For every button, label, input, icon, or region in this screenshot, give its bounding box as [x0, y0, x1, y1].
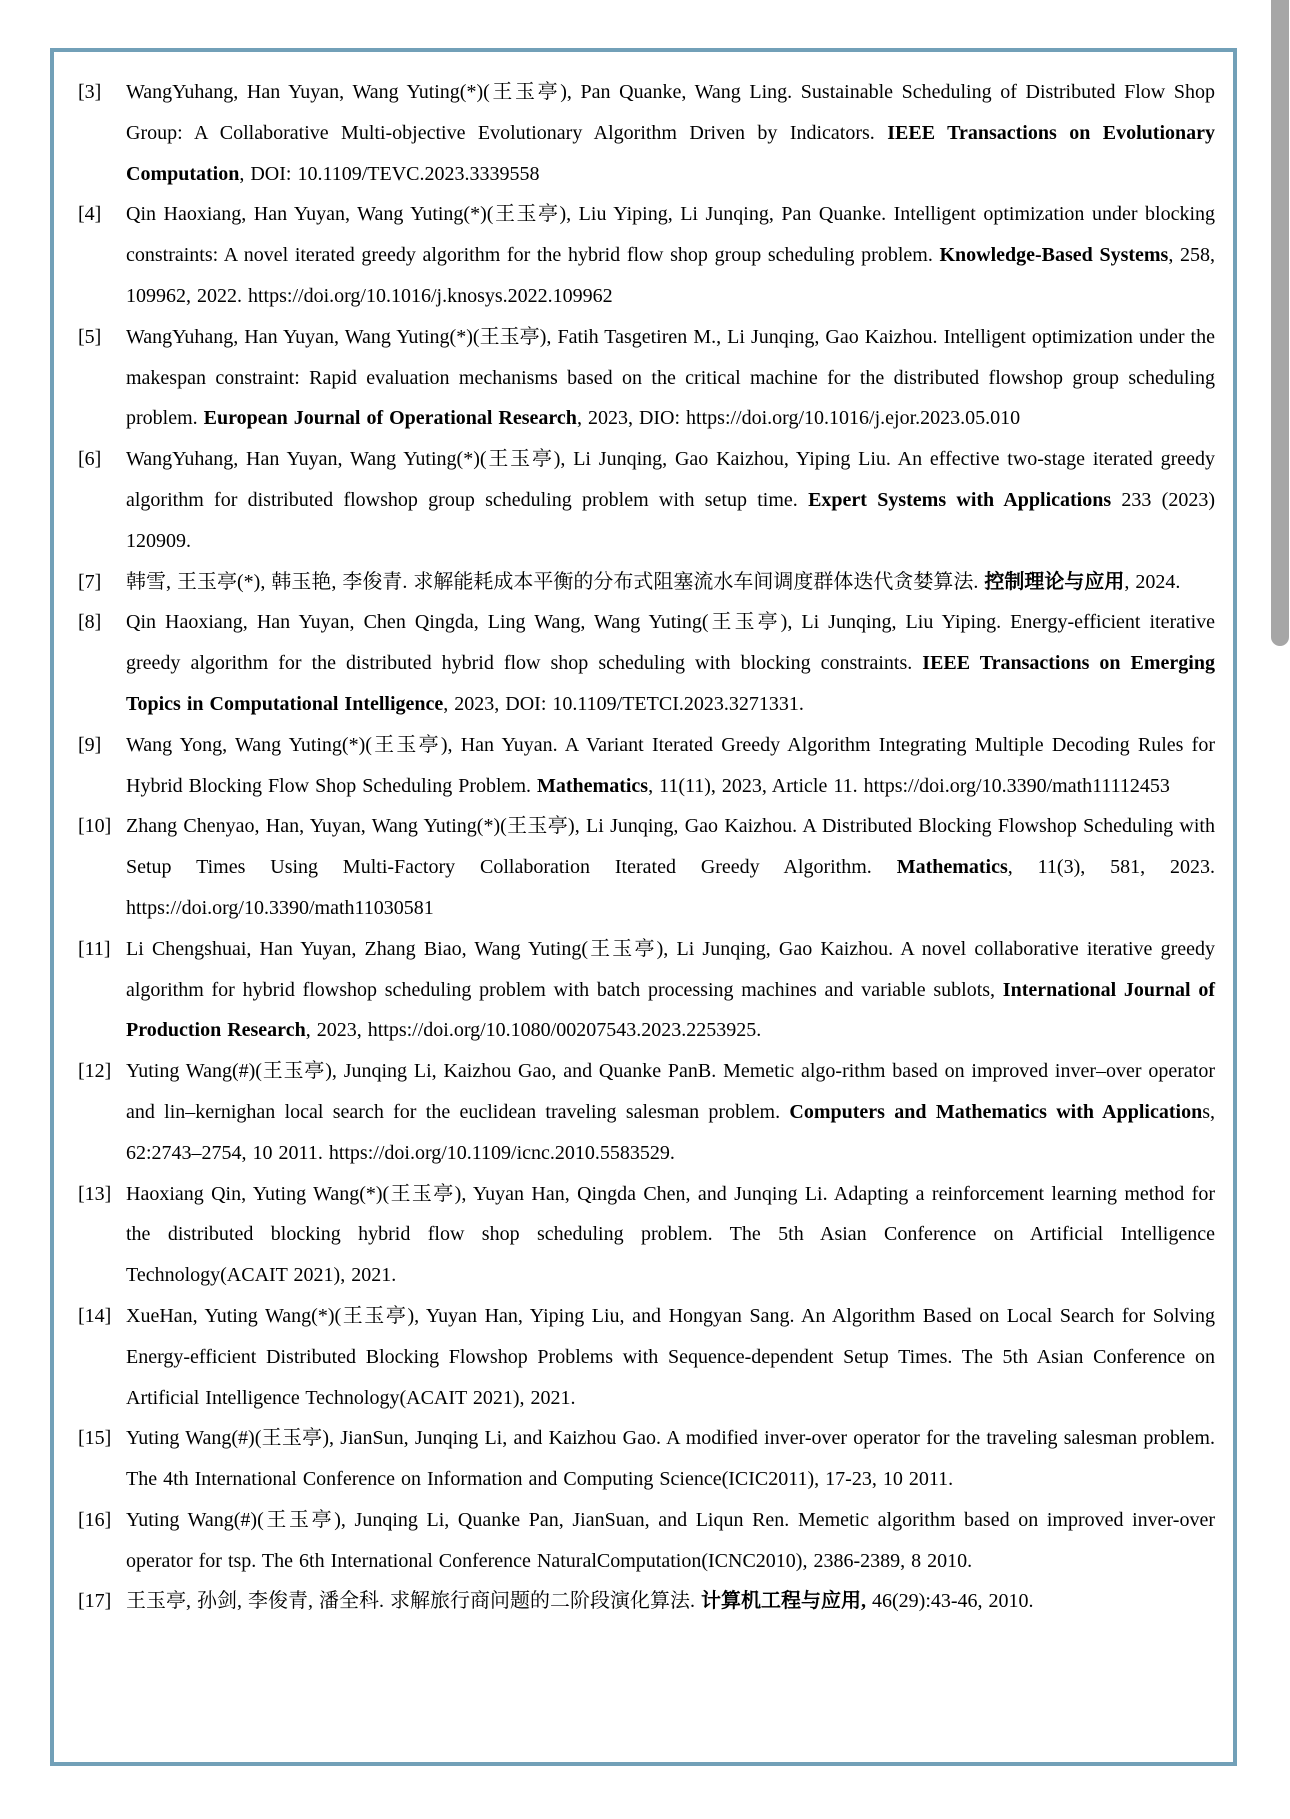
page-border-frame: [50, 48, 1237, 1766]
reference-text: WangYuhang, Han Yuyan, Wang Yuting(*)(王玉亭), Pan Quanke, Wang Ling. Sustainable Scheduling of Distributed Flow Shop Group: A Collaborative Multi-objective Evolutionary Algorithm Driven by Indicators.: [126, 81, 1215, 144]
reference-item: [78, 602, 1215, 724]
reference-number: [7]: [78, 570, 102, 593]
reference-number: [12]: [78, 1060, 112, 1083]
reference-text: Yuting Wang(#)(王玉亭), Junqing Li, Kaizhou Gao, and Quanke PanB. Memetic algo-rithm based on improved inver–over operator and lin–kernighan local search for the euclidean traveling salesman problem.: [126, 1060, 1215, 1123]
publication-list: [54, 52, 1233, 1622]
reference-item: [78, 1418, 1215, 1500]
reference-text: Li Chengshuai, Han Yuyan, Zhang Biao, Wang Yuting(王玉亭), Li Junqing, Gao Kaizhou. A novel collaborative iterative greedy algorithm for hybrid flowshop scheduling problem with batch processing machines and variable sublots,: [126, 937, 1215, 1001]
reference-text: , 2024.: [1124, 570, 1181, 593]
reference-number: [8]: [78, 611, 102, 634]
reference-text: 王玉亭, 孙剑, 李俊青, 潘全科. 求解旅行商问题的二阶段演化算法.: [126, 1590, 701, 1613]
reference-text: Wang Yong, Wang Yuting(*)(王玉亭), Han Yuyan. A Variant Iterated Greedy Algorithm Integrating Multiple Decoding Rules for Hybrid Blocking Flow Shop Scheduling Problem.: [126, 733, 1215, 797]
reference-number: [13]: [78, 1182, 112, 1205]
reference-text: 233 (2023) 120909.: [126, 488, 1216, 552]
reference-text: , 258, 109962, 2022. https://doi.org/10.1016/j.knosys.2022.109962: [126, 244, 1215, 307]
journal-name: Knowledge-Based Systems: [939, 244, 1169, 267]
reference-number: [3]: [78, 81, 102, 103]
reference-text: WangYuhang, Han Yuyan, Wang Yuting(*)(王玉亭), Fatih Tasgetiren M., Li Junqing, Gao Kaizhou. Intelligent optimization under the makespan constraint: Rapid evaluation mechanisms based on the critical machine for the distributed flowshop group scheduling problem.: [126, 325, 1215, 430]
reference-item: [78, 929, 1215, 1051]
reference-number: [10]: [78, 815, 112, 838]
reference-number: [15]: [78, 1427, 112, 1450]
reference-text: Yuting Wang(#)(王玉亭), Junqing Li, Quanke Pan, JianSuan, and Liqun Ren. Memetic algorithm based on improved inver-over operator for tsp. The 6th International Conference NaturalComputation(ICNC2010), 2386-2389, 8 2010.: [126, 1508, 1215, 1572]
reference-item: [78, 439, 1215, 561]
reference-number: [4]: [78, 203, 102, 226]
reference-item: [78, 1296, 1215, 1418]
journal-name: Mathematics: [896, 856, 1008, 879]
journal-name: International Journal of Production Research: [126, 978, 1215, 1042]
reference-number: [16]: [78, 1508, 112, 1531]
scrollbar-thumb[interactable]: [1271, 0, 1289, 646]
reference-item: [78, 806, 1215, 928]
reference-text: WangYuhang, Han Yuyan, Wang Yuting(*)(王玉亭), Li Junqing, Gao Kaizhou, Yiping Liu. An effective two-stage iterated greedy algorithm for distributed flowshop group scheduling problem with setup time.: [126, 448, 1215, 511]
reference-number: [11]: [78, 937, 111, 960]
reference-item: [78, 317, 1215, 439]
reference-item: [78, 72, 1215, 194]
reference-item: [78, 725, 1215, 807]
reference-text: 韩雪, 王玉亭(*), 韩玉艳, 李俊青. 求解能耗成本平衡的分布式阻塞流水车间调度群体迭代贪婪算法.: [126, 570, 985, 593]
reference-item: [78, 1500, 1215, 1582]
journal-name: European Journal of Operational Research: [203, 407, 577, 430]
reference-text: , 2023, https://doi.org/10.1080/00207543.2023.2253925.: [305, 1019, 762, 1042]
reference-number: [9]: [78, 733, 102, 756]
journal-name: 控制理论与应用: [984, 570, 1125, 593]
reference-text: 46(29):43-46, 2010.: [866, 1590, 1034, 1613]
reference-text: XueHan, Yuting Wang(*)(王玉亭), Yuyan Han, Yiping Liu, and Hongyan Sang. An Algorithm Based on Local Search for Solving Energy-efficient Distributed Blocking Flowshop Problems with Sequence-dependent Setup Times. The 5th Asian Conference on Artificial Intelligence Technology(ACAIT 2021), 2021.: [126, 1304, 1215, 1409]
reference-number: [14]: [78, 1304, 112, 1327]
reference-text: Zhang Chenyao, Han, Yuyan, Wang Yuting(*)(王玉亭), Li Junqing, Gao Kaizhou. A Distributed Blocking Flowshop Scheduling with Setup Times Using Multi-Factory Collaboration Iterated Greedy Algorithm.: [126, 815, 1215, 879]
reference-item: [78, 562, 1215, 603]
journal-name: Mathematics: [537, 774, 649, 797]
reference-item: [78, 194, 1215, 316]
reference-text: , 2023, DIO: https://doi.org/10.1016/j.ejor.2023.05.010: [576, 407, 1021, 430]
reference-text: , 11(3), 581, 2023. https://doi.org/10.3390/math11030581: [126, 856, 1215, 919]
journal-name: Computers and Mathematics with Application: [789, 1100, 1203, 1123]
reference-text: Yuting Wang(#)(王玉亭), JianSun, Junqing Li, and Kaizhou Gao. A modified inver-over operator for the traveling salesman problem. The 4th International Conference on Information and Computing Science(ICIC2011), 17-23, 10 2011.: [126, 1427, 1215, 1491]
reference-item: [78, 1174, 1215, 1296]
reference-number: [5]: [78, 325, 102, 348]
journal-name: Expert Systems with Applications: [808, 488, 1112, 511]
reference-number: [6]: [78, 448, 102, 471]
reference-text: , 11(11), 2023, Article 11. https://doi.org/10.3390/math11112453: [648, 774, 1170, 797]
reference-text: Haoxiang Qin, Yuting Wang(*)(王玉亭), Yuyan Han, Qingda Chen, and Junqing Li. Adapting a reinforcement learning method for the distributed blocking hybrid flow shop scheduling problem. The 5th Asian Conference on Artificial Intelligence Technology(ACAIT 2021), 2021.: [126, 1182, 1215, 1287]
journal-name: 计算机工程与应用,: [701, 1590, 866, 1613]
reference-text: , 2023, DOI: 10.1109/TETCI.2023.3271331.: [443, 692, 804, 715]
journal-name: IEEE Transactions on Emerging Topics in Computational Intelligence: [126, 652, 1215, 715]
reference-item: [78, 1051, 1215, 1173]
reference-item: [78, 1581, 1215, 1622]
reference-text: , DOI: 10.1109/TEVC.2023.3339558: [239, 162, 540, 185]
reference-number: [17]: [78, 1590, 112, 1613]
reference-text: Qin Haoxiang, Han Yuyan, Chen Qingda, Ling Wang, Wang Yuting(王玉亭), Li Junqing, Liu Yiping. Energy-efficient iterative greedy algorithm for the distributed hybrid flow shop scheduling with blocking constraints.: [126, 611, 1215, 675]
reference-text: Qin Haoxiang, Han Yuyan, Wang Yuting(*)(王玉亭), Liu Yiping, Li Junqing, Pan Quanke. Intelligent optimization under blocking constraints: A novel iterated greedy algorithm for the hybrid flow shop group scheduling problem.: [126, 203, 1215, 267]
reference-text: s, 62:2743–2754, 10 2011. https://doi.org/10.1109/icnc.2010.5583529.: [126, 1100, 1215, 1164]
journal-name: IEEE Transactions on Evolutionary Computation: [126, 121, 1215, 185]
